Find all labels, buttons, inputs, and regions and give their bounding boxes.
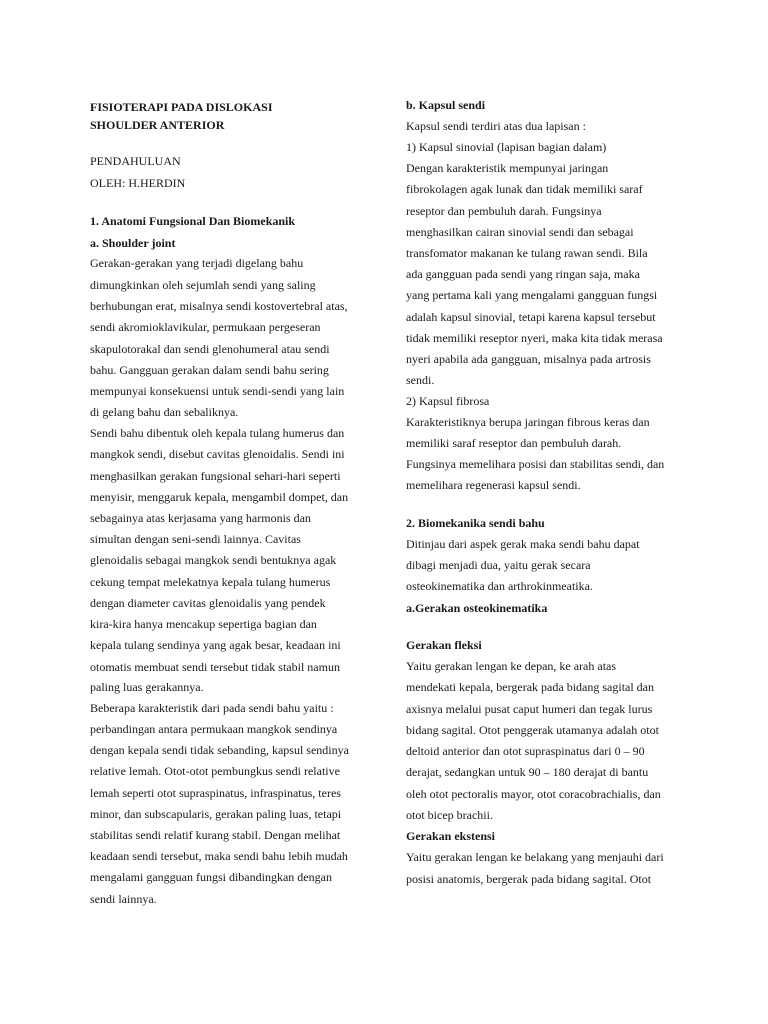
body-line: cekung tempat melekatnya kepala tulang humerus [90,575,331,589]
right-body-line: ada gangguan pada sendi yang ringan saja, maka [406,267,640,281]
right-heading: a.Gerakan osteokinematika [406,601,548,615]
body-line: Sendi bahu dibentuk oleh kepala tulang humerus dan [90,426,345,440]
body-line: Gerakan-gerakan yang terjadi digelang bahu [90,256,304,270]
body-line: mangkok sendi, disebut cavitas glenoidalis. Sendi ini [90,447,345,461]
body-line: mengalami gangguan fungsi dibandingkan dengan [90,870,332,884]
body-line: mempunyai konsekuensi untuk sendi-sendi yang lain [90,384,345,398]
right-body-line: dibagi menjadi dua, yaitu gerak secara [406,558,591,572]
body-line: simultan dengan seni-sendi lainnya. Cavitas [90,532,301,546]
intro-heading: PENDAHULUAN [90,154,181,168]
right-heading: Gerakan ekstensi [406,829,496,843]
right-heading: Gerakan fleksi [406,638,482,652]
body-line: paling luas gerakannya. [90,680,204,694]
body-line: di gelang bahu dan sebaliknya. [90,405,239,419]
right-body-line: sendi. [406,373,435,387]
author-line: OLEH: H.HERDIN [90,176,186,190]
right-body-line: oleh otot pectoralis mayor, otot coracobrachialis, dan [406,787,661,801]
right-body-line: Yaitu gerakan lengan ke belakang yang menjauhi dari [406,850,664,864]
body-line: menghasilkan gerakan fungsional sehari-hari seperti [90,469,341,483]
body-line: berhubungan erat, misalnya sendi kostovertebral atas, [90,299,348,313]
right-heading: b. Kapsul sendi [406,98,486,112]
body-line: lemah seperti otot supraspinatus, infraspinatus, teres [90,786,341,800]
body-line: glenoidalis sebagai mangkok sendi bentuknya agak [90,553,337,567]
right-body-line: mendekati kepala, bergerak pada bidang sagital dan [406,680,655,694]
body-line: menyisir, menggaruk kepala, mengambil dompet, dan [90,490,349,504]
section-heading: 1. Anatomi Fungsional Dan Biomekanik [90,214,296,228]
body-line: kepala tulang sendinya yang agak besar, keadaan ini [90,638,341,652]
body-line: bahu. Gangguan gerakan dalam sendi bahu sering [90,363,329,377]
right-body-line: bidang sagital. Otot penggerak utamanya adalah otot [406,723,659,737]
title-line: SHOULDER ANTERIOR [90,118,225,132]
body-line: skapulotorakal dan sendi glenohumeral atau sendi [90,342,330,356]
right-heading: 2. Biomekanika sendi bahu [406,516,545,530]
body-line: stabilitas sendi relatif kurang stabil. Dengan melihat [90,828,341,842]
right-body-line: adalah kapsul sinovial, tetapi karena kapsul tersebut [406,310,656,324]
right-body-line: posisi anatomis, bergerak pada bidang sagital. Otot [406,872,652,886]
body-line: dengan diameter cavitas glenoidalis yang pendek [90,596,326,610]
right-body-line: 2) Kapsul fibrosa [406,394,490,408]
title-line: FISIOTERAPI PADA DISLOKASI [90,100,273,114]
right-body-line: deltoid anterior dan otot supraspinatus dari 0 – 90 [406,744,645,758]
right-body-line: reseptor dan pembuluh darah. Fungsinya [406,204,602,218]
right-body-line: otot bicep brachii. [406,808,493,822]
body-line: relative lemah. Otot-otot pembungkus sendi relative [90,764,340,778]
right-body-line: memelihara regenerasi kapsul sendi. [406,478,581,492]
right-body-line: derajat, sedangkan untuk 90 – 180 derajat di bantu [406,765,649,779]
body-line: Beberapa karakteristik dari pada sendi bahu yaitu : [90,701,334,715]
right-body-line: Yaitu gerakan lengan ke depan, ke arah atas [406,659,617,673]
body-line: perbandingan antara permukaan mangkok sendinya [90,722,338,736]
body-line: dimungkinkan oleh sejumlah sendi yang saling [90,278,316,292]
body-line: otomatis membuat sendi tersebut tidak stabil namun [90,660,340,674]
body-line: minor, dan subscapularis, gerakan paling luas, tetapi [90,807,342,821]
right-body-line: osteokinematika dan arthrokinmeatika. [406,579,593,593]
right-body-line: axisnya melalui pusat caput humeri dan tegak lurus [406,702,653,716]
right-body-line: tidak memiliki reseptor nyeri, maka kita tidak merasa [406,331,663,345]
right-body-line: nyeri apabila ada gangguan, misalnya pada artrosis [406,352,651,366]
body-line: sendi akromioklavikular, permukaan pergeseran [90,320,321,334]
right-body-line: Karakteristiknya berupa jaringan fibrous keras dan [406,415,650,429]
right-body-line: fibrokolagen agak lunak dan tidak memiliki saraf [406,182,643,196]
right-body-line: menghasilkan cairan sinovial sendi dan sebagai [406,225,634,239]
subsection-heading: a. Shoulder joint [90,236,176,250]
right-body-line: Fungsinya memelihara posisi dan stabilitas sendi, dan [406,457,665,471]
right-body-line: 1) Kapsul sinovial (lapisan bagian dalam) [406,140,607,154]
right-body-line: Ditinjau dari aspek gerak maka sendi bahu dapat [406,537,640,551]
right-body-line: Kapsul sendi terdiri atas dua lapisan : [406,119,586,133]
right-body-line: Dengan karakteristik mempunyai jaringan [406,161,609,175]
right-body-line: memiliki saraf reseptor dan pembuluh darah. [406,436,622,450]
body-line: sebagainya atas kerjasama yang harmonis dan [90,511,311,525]
right-body-line: transfomator makanan ke tulang rawan sendi. Bila [406,246,648,260]
body-line: sendi lainnya. [90,892,157,906]
right-body-line: yang pertama kali yang mengalami gangguan fungsi [406,288,658,302]
body-line: dengan kepala sendi tidak sebanding, kapsul sendinya [90,743,349,757]
body-line: keadaan sendi tersebut, maka sendi bahu lebih mudah [90,849,348,863]
document-title [90,98,272,134]
body-line: kira-kira hanya mencakup sepertiga bagian dan [90,617,317,631]
